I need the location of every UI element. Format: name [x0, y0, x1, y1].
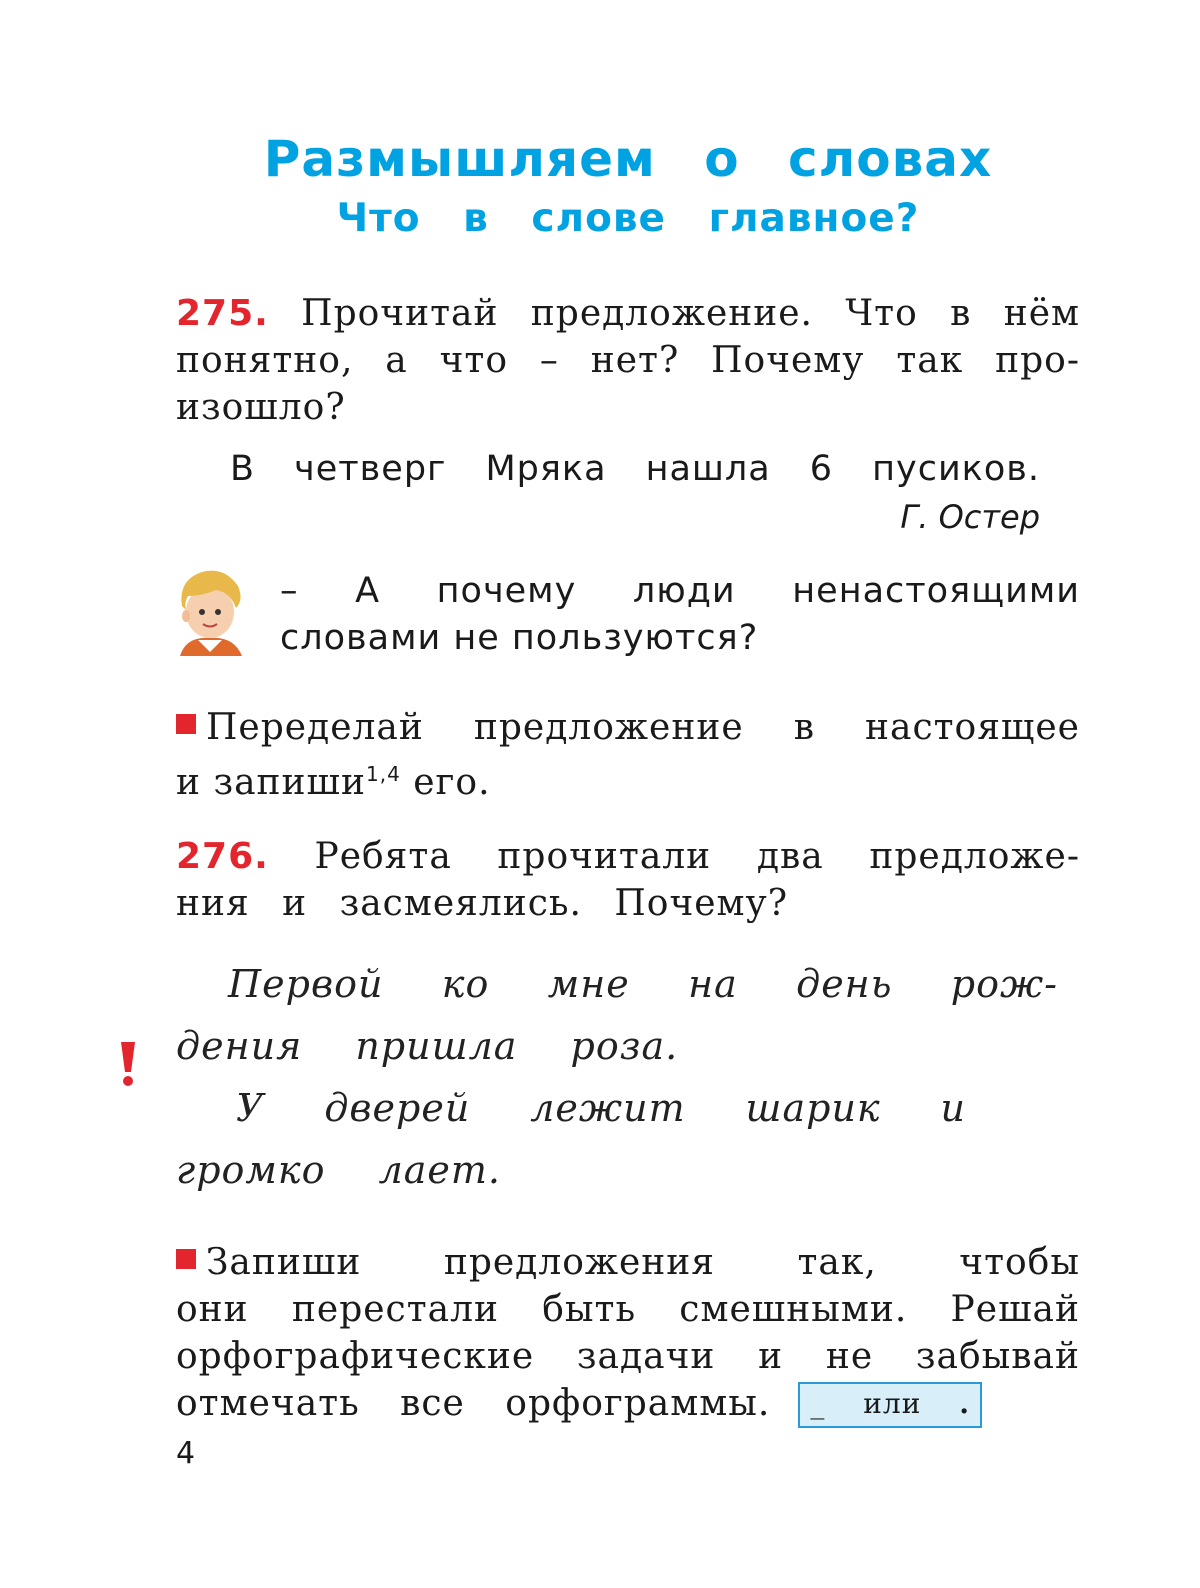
red-square-bullet: [176, 1249, 196, 1269]
page-subtitle: Что в слове главное?: [336, 196, 920, 241]
ex276-task-line1: [176, 1239, 1080, 1286]
ex275-task-text2a: и запиши: [176, 762, 366, 803]
ex275-number: 275.: [176, 293, 269, 334]
ex276-task-line4: [176, 1380, 1080, 1428]
handwritten-line2: дения пришла роза.: [176, 1024, 679, 1068]
handwritten-line3: У дверей лежит шарик и: [236, 1086, 966, 1130]
ex275-line1: [176, 290, 1080, 337]
page-title: Размышляем о словах: [263, 130, 993, 188]
ex275-task-line2: [176, 751, 1080, 806]
box-or: или: [863, 1387, 922, 1420]
ex276-number: 276.: [176, 836, 269, 877]
ex275-author: Г. Остер: [900, 498, 1040, 536]
boy-line1: – А почему люди ненастоящими: [280, 571, 1080, 611]
ex276-text1: Ребята прочитали два предложе-: [314, 836, 1080, 877]
ex275-line2: понятно, а что – нет? Почему так про-: [176, 340, 1080, 381]
handwritten-line4: громко лает.: [176, 1148, 502, 1192]
ex276-task-text1: Запиши предложения так, чтобы: [206, 1242, 1080, 1283]
boy-face-icon: [172, 566, 248, 656]
ex276-task-line3: орфографические задачи и не забывай: [176, 1336, 1080, 1377]
ex275-quote: В четверг Мряка нашла 6 пусиков.: [230, 449, 1040, 489]
orthogram-legend-box: [798, 1382, 982, 1428]
page-number: 4: [176, 1436, 196, 1471]
ex275-task-text1: Переделай предложение в настоящее: [206, 707, 1080, 748]
ex275-task-text2b: его.: [400, 762, 491, 803]
handwritten-line1: Первой ко мне на день рож-: [228, 962, 1058, 1006]
exclamation-icon: [116, 1040, 140, 1088]
box-dot: .: [959, 1387, 971, 1420]
ex276-task-text4: отмечать все орфограммы.: [176, 1383, 771, 1424]
ex275-text1: Прочитай предложение. Что в нём: [301, 293, 1080, 334]
box-underscore: _: [810, 1387, 826, 1420]
footnote-superscript: 1,4: [366, 762, 401, 786]
ex276-line1: [176, 833, 1080, 880]
red-square-bullet: [176, 714, 196, 734]
ex275-task-line1: [176, 704, 1080, 751]
boy-line2: словами не пользуются?: [280, 618, 759, 658]
ex276-line2: ния и засмеялись. Почему?: [176, 883, 789, 924]
ex275-line3: изошло?: [176, 387, 346, 428]
ex276-task-line2: они перестали быть смешными. Решай: [176, 1289, 1080, 1330]
